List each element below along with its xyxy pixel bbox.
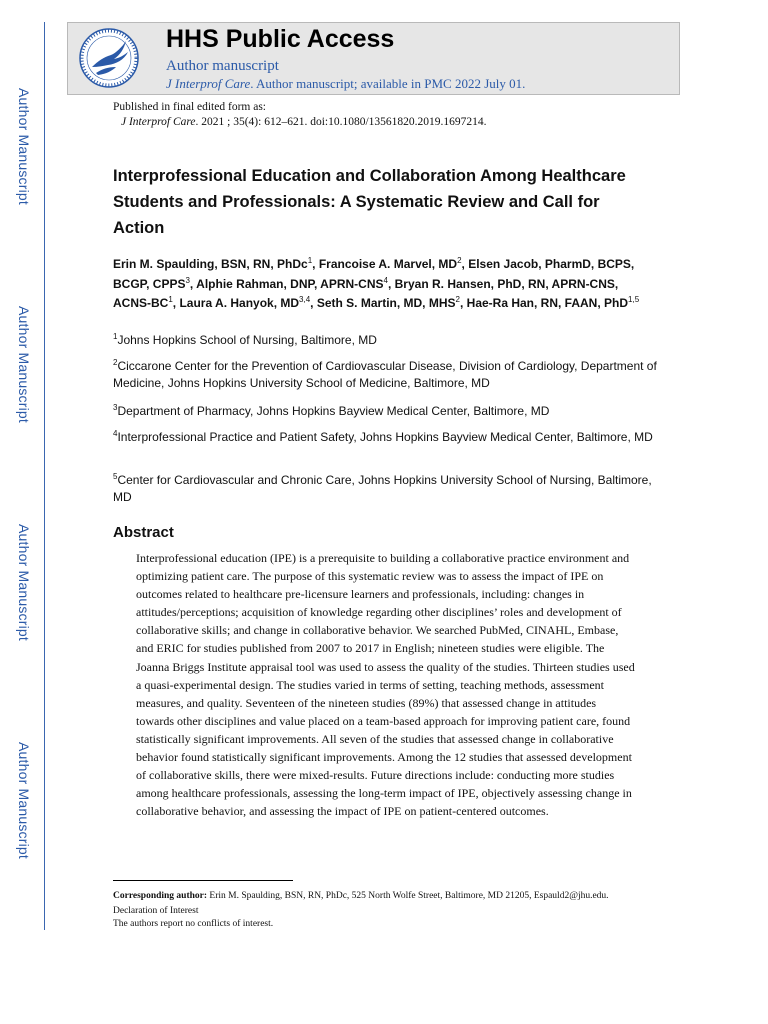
- affiliation-text: Department of Pharmacy, Johns Hopkins Bayview Medical Center, Baltimore, MD: [117, 404, 550, 418]
- abstract-text: Interprofessional education (IPE) is a prerequisite to building a collaborative practice environment and optimizing patient care. The purpose of this systematic review was to assess the impact of IPE on outcomes related to healthcare pre-licensure learners and professionals, including: changes in attitudes/perceptions; acquisition of knowledge regarding other disciplines’ roles and development of collaborative skills; and change in collaborative behavior. We searched PubMed, CINAHL, Embase, and ERIC for studies published from 2007 to 2017 in English; nineteen studies were eligible. The Joanna Briggs Institute appraisal tool was used to assess the quality of the studies. Thirteen studies used a quasi-experimental design. The studies varied in terms of setting, teaching methods, assessment measures, and quality. Seventeen of the nineteen studies (89%) that assessed change in attitudes towards other disciplines and value placed on a team-based approach for improving patient care, found statistically significant improvements. All seven of the studies that assessed change in collaborative behavior found statistically significant improvements. Among the 12 studies that assessed development of collaborative skills, there were mixed-results. Future directions include: conducting more studies among healthcare professionals, assessing the long-term impact of IPE, objectively assessing change in collaborative behavior, and assessing the impact of IPE on patient-centered outcomes.: [136, 551, 635, 819]
- affiliation-text: Center for Cardiovascular and Chronic Care, Johns Hopkins University School of Nursing, Baltimore, MD: [113, 473, 652, 504]
- margin-rule: [44, 22, 45, 930]
- author-name: Francoise A. Marvel, MD: [318, 257, 458, 271]
- author-name: Hae-Ra Han, RN, FAAN, PhD: [466, 296, 629, 310]
- corresponding-label: Corresponding author:: [113, 891, 208, 901]
- header-journal-line: [166, 76, 525, 92]
- author-affiliation-marker: 3,4: [299, 295, 311, 304]
- publication-info: [113, 100, 487, 130]
- affiliation: [113, 472, 658, 505]
- affiliation: [113, 429, 658, 446]
- hhs-eagle-logo: [78, 27, 140, 89]
- affiliation-text: Interprofessional Practice and Patient Safety, Johns Hopkins Bayview Medical Center, Baltimore, MD: [117, 430, 653, 444]
- citation-journal: J Interprof Care: [121, 116, 196, 128]
- corresponding-text: Erin M. Spaulding, BSN, RN, PhDc, 525 North Wolfe Street, Baltimore, MD 21205, Espauld2@jhu.edu.: [207, 891, 609, 901]
- citation-text: . 2021 ; 35(4): 612–621. doi:10.1080/13561820.2019.1697214.: [195, 116, 487, 128]
- author-name: Elsen Jacob, PharmD, BCPS, BCGP, CPPS: [113, 257, 635, 291]
- author-name: Laura A. Hanyok, MD: [179, 296, 300, 310]
- declaration-heading: Declaration of Interest: [113, 906, 199, 916]
- affiliation-number: 5: [113, 472, 118, 481]
- author-affiliation-marker: 2: [455, 295, 460, 304]
- header-subtitle: Author manuscript: [166, 58, 279, 74]
- author-name: Alphie Rahman, DNP, APRN-CNS: [196, 276, 384, 291]
- declaration-text: The authors report no conflicts of interest.: [113, 919, 274, 929]
- affiliation-number: 3: [113, 403, 118, 412]
- author-affiliation-marker: 3: [185, 275, 190, 285]
- availability-text: . Author manuscript; available in PMC 2022 July 01.: [250, 76, 526, 91]
- article-title: Interprofessional Education and Collaboration Among Healthcare Students and Professionals: A Systematic Review and Call for Action: [113, 167, 626, 237]
- author-list: Erin M. Spaulding, BSN, RN, PhDc$^1$, Francoise A. Marvel, $MD^2$, Elsen Jacob, PharmD, BCPS, BCGP, CPPS$^3$, Alphie Rahman, DNP, APRN-CNS$^4$, Bryan R. Hansen, PhD, RN, APRN-CNS, ACNS-$BC^1$, Laura A. Hanyok, MD$^{3,4}$, Seth S. Martin, MD, MHS$^2$, Hae-Ra Han, RN, FAAN, PhD$^{1,5}$: [113, 256, 640, 310]
- author-name: Bryan R. Hansen, PhD, RN, APRN-CNS, ACNS-BC: [113, 276, 619, 310]
- abstract-heading: Abstract: [113, 524, 174, 541]
- affiliation: [113, 332, 658, 349]
- affiliation-number: 4: [113, 429, 118, 438]
- author-affiliation-marker: 1,5: [628, 295, 640, 304]
- affiliation: [113, 403, 658, 420]
- affiliation-text: Johns Hopkins School of Nursing, Baltimore, MD: [117, 333, 377, 347]
- affiliation: [113, 358, 658, 391]
- affiliation-number: 1: [113, 332, 118, 341]
- author-affiliation-marker: 1: [307, 256, 313, 265]
- corresponding-author: [113, 890, 609, 903]
- author-name: Erin M. Spaulding, BSN, RN, PhDc: [113, 257, 308, 271]
- author-name: Seth S. Martin, MD, MHS: [316, 296, 456, 310]
- affiliation-number: 2: [113, 358, 118, 367]
- affiliation-text: Ciccarone Center for the Prevention of Cardiovascular Disease, Division of Cardiology, Department of Medicine, Johns Hopkins University School of Medicine, Baltimore, MD: [113, 359, 657, 390]
- author-affiliation-marker: 2: [457, 256, 462, 265]
- header-title: HHS Public Access: [166, 25, 395, 53]
- citation: [113, 115, 487, 130]
- hhs-header: [67, 22, 680, 95]
- author-affiliation-marker: 1: [168, 295, 173, 304]
- author-affiliation-marker: 4: [383, 275, 388, 285]
- journal-abbrev: J Interprof Care: [166, 76, 251, 91]
- footnote-rule: [113, 880, 293, 881]
- publication-intro: Published in final edited form as:: [113, 101, 266, 113]
